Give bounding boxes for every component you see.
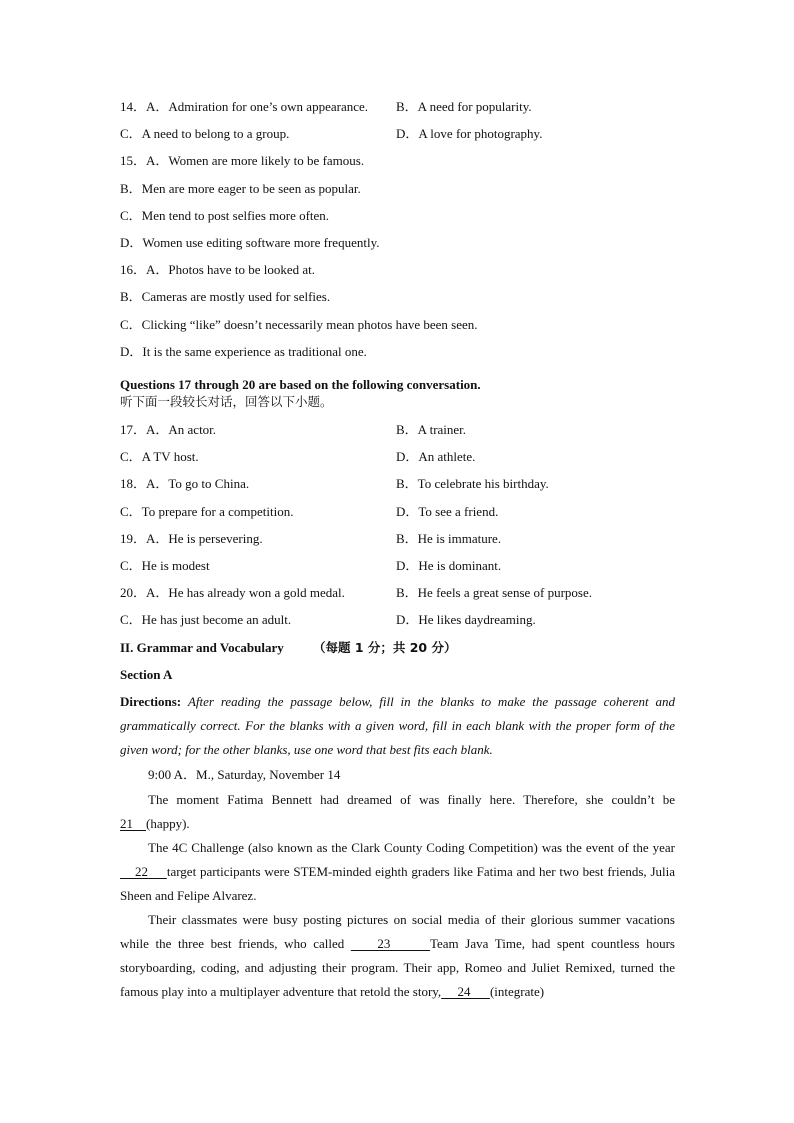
p2-text-a: The 4C Challenge (also known as the Clark County Coding Competition) was the event of the year (148, 839, 675, 855)
q19-option-a: 19．A．He is persevering. (120, 530, 263, 546)
grammar-title: II. Grammar and Vocabulary (120, 639, 284, 655)
q17-option-a: 17．A．An actor. (120, 422, 217, 438)
q19-row-2 (120, 552, 675, 579)
q14-row-1 (120, 93, 675, 120)
blank-24: 24 (441, 983, 490, 999)
section-a-title: Section A (120, 666, 173, 682)
q20-option-b: B．He feels a great sense of purpose. (396, 585, 593, 601)
q14-row-2 (120, 120, 675, 147)
q17-row-2 (120, 443, 675, 470)
passage-paragraph-3 (120, 908, 675, 1004)
blank-22: 22 (120, 863, 167, 879)
p3-text-b: Team Java Time, had spent countless hours storyboarding, coding, and adjusting their program. Their app, Romeo and Juliet Remixed, turned the famous play into a multiplayer adventure that retold the story, (120, 935, 675, 999)
q16-option-a: 16．A．Photos have to be looked at. (120, 262, 315, 278)
passage-paragraph-1 (120, 788, 675, 836)
grammar-section-title (120, 634, 675, 661)
directions-label: Directions: (120, 693, 182, 709)
q19-option-b: B．He is immature. (396, 530, 502, 546)
q20-row-2 (120, 606, 675, 633)
q14-option-c: C．A need to belong to a group. (120, 126, 290, 142)
q14-option-a: 14．A．Admiration for one’s own appearance. (120, 99, 369, 114)
p3-text-a: Their classmates were busy posting pictures on social media of their glorious summer vacations while the three best friends, who called (120, 911, 675, 951)
p2-text-b: target participants were STEM-minded eighth graders like Fatima and her two best friends, Julia Sheen and Felipe Alvarez. (120, 863, 675, 903)
q17-option-c: C．A TV host. (120, 449, 199, 465)
p1-text-a: The moment Fatima Bennett had dreamed of was finally here. Therefore, she couldn’t be (148, 791, 675, 807)
document-page (120, 93, 675, 1004)
q14-option-d: D．A love for photography. (396, 126, 543, 142)
conversation-heading-cn: 听下面一段较长对话，回答以下小题。 (120, 394, 333, 410)
q16-option-c: C．Clicking “like” doesn’t necessarily mean photos have been seen. (120, 316, 478, 332)
q15-option-b: B．Men are more eager to be seen as popular. (120, 180, 361, 196)
q18-option-a: 18．A．To go to China. (120, 476, 250, 492)
q20-option-c: C．He has just become an adult. (120, 612, 292, 628)
q20-row-1 (120, 579, 675, 606)
q18-row-1 (120, 470, 675, 497)
q15-option-c: C．Men tend to post selfies more often. (120, 207, 330, 223)
q18-option-d: D．To see a friend. (396, 503, 499, 519)
directions (120, 690, 675, 762)
q19-row-1 (120, 525, 675, 552)
q20-option-d: D．He likes daydreaming. (396, 612, 536, 628)
q17-option-d: D．An athlete. (396, 449, 476, 465)
q15-option-d: D．Women use editing software more frequently. (120, 234, 380, 250)
q15-option-a: 15．A．Women are more likely to be famous. (120, 153, 365, 169)
conversation-heading: Questions 17 through 20 are based on the following conversation. (120, 376, 481, 392)
p3-text-c: (integrate) (489, 983, 545, 999)
q20-option-a: 20．A．He has already won a gold medal. (120, 585, 345, 601)
blank-21: 21 (120, 815, 146, 831)
q18-option-c: C．To prepare for a competition. (120, 503, 294, 519)
q18-option-b: B．To celebrate his birthday. (396, 476, 549, 492)
passage-paragraph-2 (120, 836, 675, 908)
passage-time: 9:00 A．M., Saturday, November 14 (148, 766, 341, 782)
q16-option-d: D．It is the same experience as traditional one. (120, 343, 367, 359)
directions-text: After reading the passage below, fill in the blanks to make the passage coherent and grammatically correct. For the blanks with a given word, fill in each blank with the proper form of the given word; for the other blanks, use one word that best fits each blank. (120, 693, 675, 757)
q14-option-b: B．A need for popularity. (396, 99, 532, 114)
grammar-score: （每题 1 分；共 20 分） (312, 639, 457, 655)
q19-option-d: D．He is dominant. (396, 558, 502, 573)
blank-23: 23 (350, 935, 430, 951)
q18-row-2 (120, 498, 675, 525)
q17-option-b: B．A trainer. (396, 422, 467, 438)
p1-text-b: (happy). (146, 815, 190, 831)
q19-option-c: C．He is modest (120, 558, 210, 573)
q16-option-b: B．Cameras are mostly used for selfies. (120, 289, 331, 305)
q17-row-1 (120, 416, 675, 443)
